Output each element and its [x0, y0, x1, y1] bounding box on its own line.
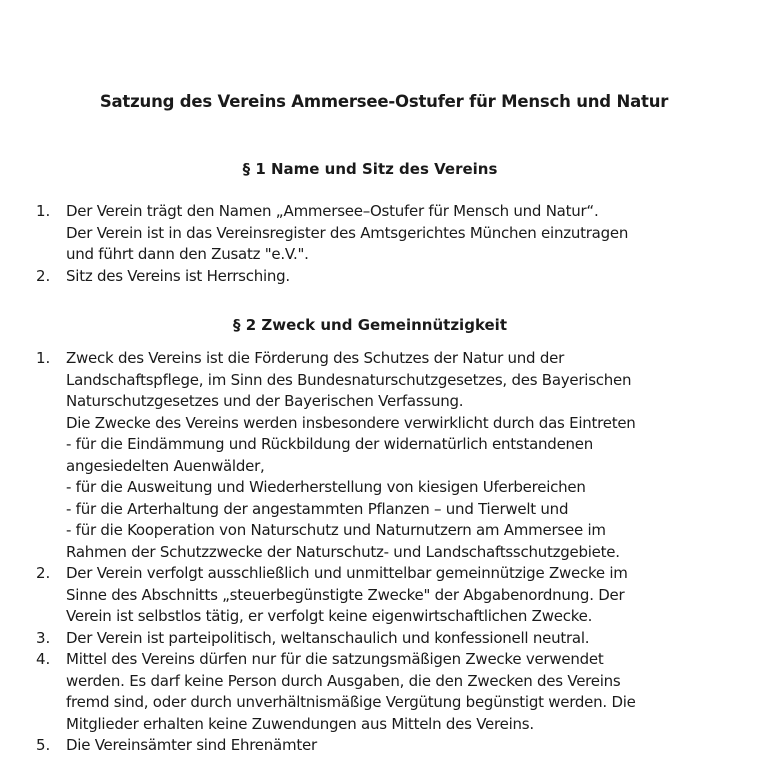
item-text-line: Verein ist selbstlos tätig, er verfolgt keine eigenwirtschaftlichen Zwecke.: [66, 607, 593, 625]
item-number: 3.: [36, 628, 51, 647]
list-item: [36, 266, 736, 288]
item-text-line: - für die Eindämmung und Rückbildung der widernatürlich entstandenen: [66, 435, 594, 453]
list-item: [36, 563, 736, 628]
section-1-list: [36, 201, 736, 287]
item-text-line: - für die Arterhaltung der angestammten Pflanzen – und Tierwelt und: [66, 499, 569, 518]
item-text-line: fremd sind, oder durch unverhältnismäßige Vergütung begünstigt werden. Die: [66, 693, 636, 711]
item-text-line: - für die Kooperation von Naturschutz und Naturnutzern am Ammersee im: [66, 521, 606, 539]
item-text-line: Der Verein ist parteipolitisch, weltanschaulich und konfessionell neutral.: [66, 628, 590, 647]
item-number: 2.: [36, 266, 51, 285]
item-text-line: Sinne des Abschnitts „steuerbegünstigte Zwecke" der Abgabenordnung. Der: [66, 585, 625, 604]
item-text-line: angesiedelten Auenwälder,: [66, 456, 265, 475]
list-item: [36, 649, 736, 735]
item-text-line: Mitglieder erhalten keine Zuwendungen aus Mitteln des Vereins.: [66, 714, 534, 733]
item-text-line: Der Verein ist in das Vereinsregister des Amtsgerichtes München einzutragen: [66, 223, 629, 242]
list-item: [36, 735, 736, 757]
list-item: [36, 348, 736, 563]
item-text-line: Die Vereinsämter sind Ehrenämter: [66, 736, 317, 754]
item-text-line: Der Verein trägt den Namen „Ammersee–Ostufer für Mensch und Natur“.: [66, 202, 599, 220]
item-text-line: Mittel des Vereins dürfen nur für die satzungsmäßigen Zwecke verwendet: [66, 650, 604, 668]
item-number: 2.: [36, 564, 51, 582]
item-number: 1.: [36, 349, 51, 367]
item-text-line: Zweck des Vereins ist die Förderung des Schutzes der Natur und der: [66, 349, 564, 367]
item-number: 4.: [36, 650, 51, 668]
list-item: [36, 201, 736, 266]
item-text-line: Der Verein verfolgt ausschließlich und unmittelbar gemeinnützige Zwecke im: [66, 564, 628, 582]
item-text-line: und führt dann den Zusatz "e.V.".: [66, 245, 309, 263]
list-item: [36, 628, 736, 650]
item-text-line: Landschaftspflege, im Sinn des Bundesnaturschutzgesetzes, des Bayerischen: [66, 370, 632, 389]
item-text-line: Die Zwecke des Vereins werden insbesondere verwirklicht durch das Eintreten: [66, 413, 636, 432]
document-title: Satzung des Vereins Ammersee-Ostufer für Mensch und Natur: [99, 92, 669, 111]
item-text-line: werden. Es darf keine Person durch Ausgaben, die den Zwecken des Vereins: [66, 671, 621, 690]
item-text-line: Naturschutzgesetzes und der Bayerischen Verfassung.: [66, 392, 464, 410]
item-text-line: Rahmen der Schutzzwecke der Naturschutz- und Landschaftsschutzgebiete.: [66, 542, 620, 561]
item-number: 1.: [36, 202, 51, 220]
item-text-line: Sitz des Vereins ist Herrsching.: [66, 266, 290, 285]
item-text-line: - für die Ausweitung und Wiederherstellung von kiesigen Uferbereichen: [66, 478, 586, 496]
section-2-list: [36, 348, 736, 757]
section-heading: § 2 Zweck und Gemeinnützigkeit: [233, 316, 507, 334]
section-heading: § 1 Name und Sitz des Vereins: [242, 160, 498, 178]
item-number: 5.: [36, 736, 51, 754]
